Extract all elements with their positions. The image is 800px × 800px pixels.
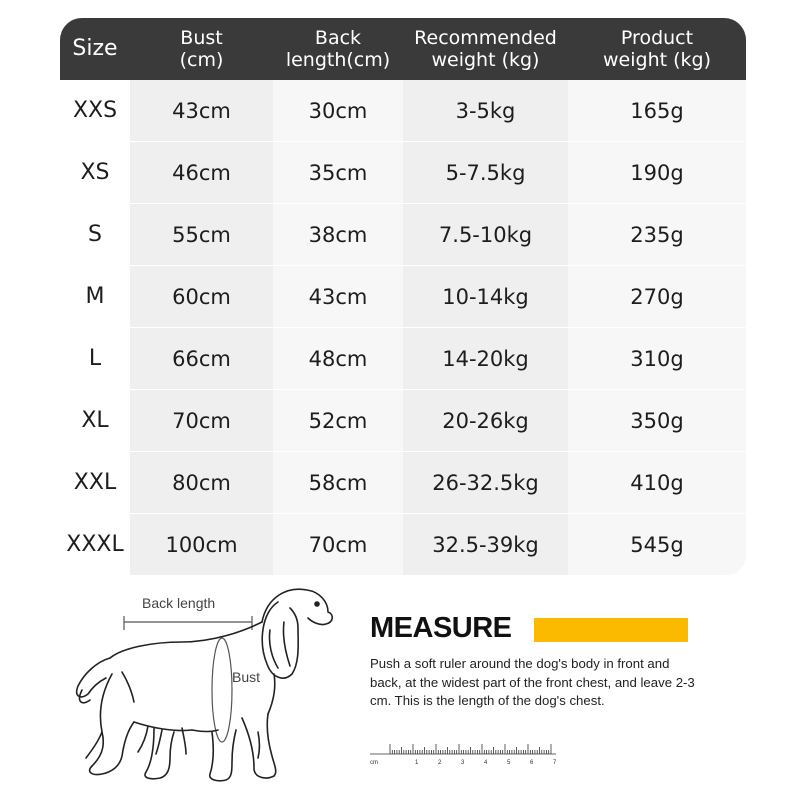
measure-title: MEASURE [370,612,512,644]
header-back-length: Back length(cm) [285,27,391,71]
ruler-number: 7 [553,760,557,766]
cell-bust: 80cm [130,452,273,514]
cell-recommended-weight: 5-7.5kg [403,142,568,204]
table-row [60,266,746,328]
cell-back-length: 38cm [273,204,403,266]
cell-bust: 66cm [130,328,273,390]
cell-size: XL [60,390,130,452]
cell-product-weight: 270g [568,266,746,328]
cell-size: XXS [60,80,130,142]
table-row [60,80,746,142]
ruler-number: 4 [484,760,488,766]
cell-back-length: 43cm [273,266,403,328]
cell-size: L [60,328,130,390]
cell-back-length: 58cm [273,452,403,514]
ruler-number: 6 [530,760,534,766]
ruler-number: 3 [461,760,465,766]
cell-size: M [60,266,130,328]
dog-outline [77,589,333,781]
header-size: Size [72,36,118,61]
table-row [60,390,746,452]
table-row [60,204,746,266]
measure-accent-bar [534,618,688,642]
cell-product-weight: 165g [568,80,746,142]
header-recommended-weight: Recommended weight (kg) [414,27,557,71]
back-length-bracket [124,616,252,630]
bust-measure-loop [212,638,232,742]
cell-bust: 100cm [130,514,273,576]
table-row [60,452,746,514]
cell-back-length: 48cm [273,328,403,390]
dog-measurement-diagram [62,582,352,792]
cell-product-weight: 235g [568,204,746,266]
measure-instructions: Push a soft ruler around the dog's body in front and back, at the widest part of the front chest, and leave 2-3 cm. This is the length of the dog's chest. [370,656,695,708]
ruler-unit: cm [370,760,378,766]
cell-back-length: 30cm [273,80,403,142]
cell-size: S [60,204,130,266]
cell-recommended-weight: 26-32.5kg [403,452,568,514]
cell-size: XXXL [60,514,130,576]
cell-size: XS [60,142,130,204]
cell-back-length: 52cm [273,390,403,452]
header-bust: Bust (cm) [179,27,224,71]
cell-back-length: 70cm [273,514,403,576]
cell-recommended-weight: 10-14kg [403,266,568,328]
cell-product-weight: 545g [568,514,746,576]
size-chart-table [60,18,746,576]
cell-recommended-weight: 14-20kg [403,328,568,390]
ruler-number: 2 [438,760,442,766]
cell-bust: 70cm [130,390,273,452]
header-product-weight: Product weight (kg) [603,27,711,71]
cell-size: XXL [60,452,130,514]
bust-label: Bust [232,669,261,685]
cell-bust: 46cm [130,142,273,204]
cell-product-weight: 350g [568,390,746,452]
cell-recommended-weight: 3-5kg [403,80,568,142]
cell-product-weight: 310g [568,328,746,390]
cell-recommended-weight: 7.5-10kg [403,204,568,266]
ruler-number: 1 [415,760,419,766]
table-row [60,142,746,204]
cell-bust: 43cm [130,80,273,142]
back-length-label: Back length [142,595,216,611]
cell-recommended-weight: 20-26kg [403,390,568,452]
table-row [60,514,746,576]
cell-recommended-weight: 32.5-39kg [403,514,568,576]
table-row [60,328,746,390]
cell-product-weight: 190g [568,142,746,204]
cell-bust: 55cm [130,204,273,266]
cell-back-length: 35cm [273,142,403,204]
ruler-number: 5 [507,760,511,766]
table-header [60,18,746,80]
cell-product-weight: 410g [568,452,746,514]
ruler-icon [368,742,558,768]
cell-bust: 60cm [130,266,273,328]
